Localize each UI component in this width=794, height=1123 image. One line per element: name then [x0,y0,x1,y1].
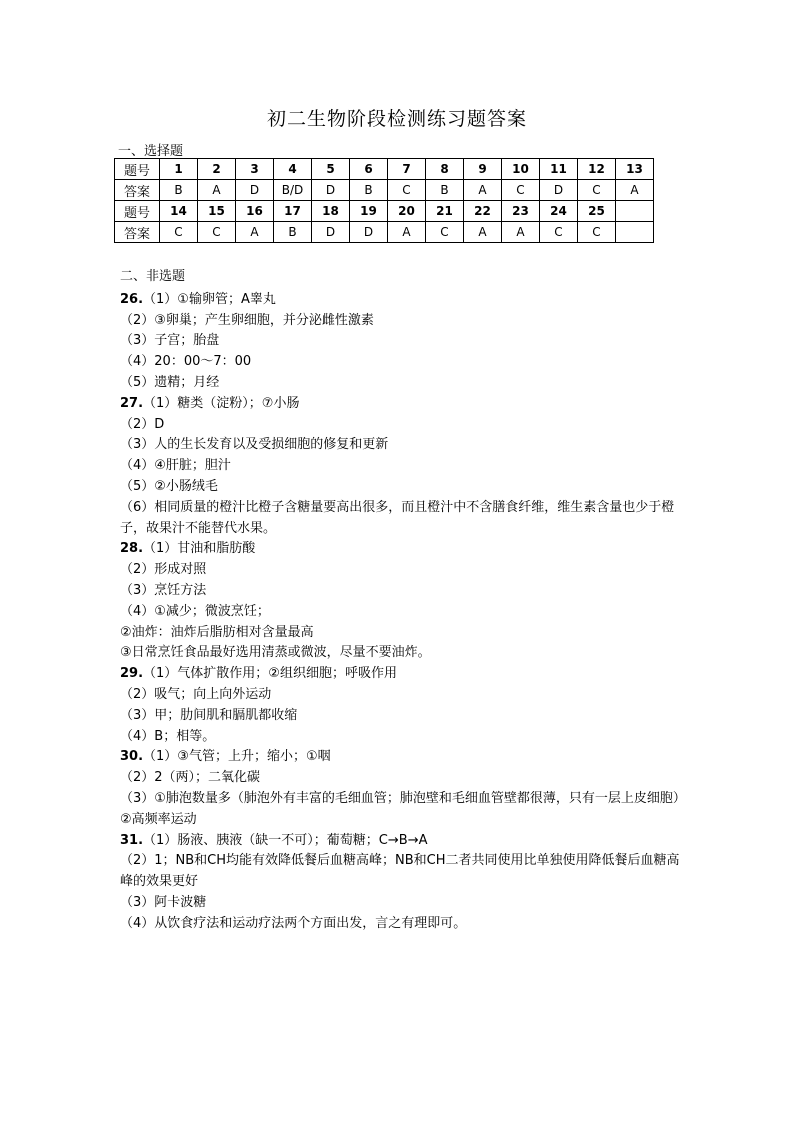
row-header: 答案 [115,222,160,243]
table-cell: 21 [426,201,464,222]
table-cell: 12 [578,159,616,180]
answer-line [120,331,680,352]
table-cell: 14 [160,201,198,222]
answer-text: ②高频率运动 [120,811,197,827]
answer-text: （1）气体扩散作用；②组织细胞；呼吸作用 [143,666,397,682]
table-cell: 15 [198,201,236,222]
table-cell: C [578,222,616,243]
answer-text: （5）遗精；月经 [120,374,220,390]
answers-body [120,267,686,935]
table-cell: A [198,180,236,201]
table-cell: D [540,180,578,201]
answer-text: （4）20：00～7：00 [120,354,252,370]
answer-line [120,415,680,436]
answer-line [120,727,680,748]
question-number: 28. [120,541,144,557]
answer-line [120,456,680,477]
table-cell: A [236,222,274,243]
answer-text: ②油炸：油炸后脂肪相对含量最高 [120,624,314,640]
row-header: 答案 [115,180,160,201]
table-cell: 1 [160,159,198,180]
answer-text: （2）③卵巢；产生卵细胞，并分泌雌性激素 [120,312,374,328]
answer-line [120,581,680,602]
row-header: 题号 [115,201,160,222]
answer-text: （3）阿卡波糖 [120,894,207,910]
table-cell: B [426,180,464,201]
answer-line [120,685,680,706]
answer-text: （4）B；相等。 [120,728,216,744]
answer-text: （1）甘油和脂肪酸 [143,541,256,557]
answer-text: ③日常烹饪食品最好选用清蒸或微波，尽量不要油炸。 [120,645,431,661]
answer-line [120,643,680,664]
answer-text: （1）糖类（淀粉）；⑦小肠 [143,395,300,411]
question-number: 29. [120,666,144,682]
answer-text: （2）D [120,416,165,432]
answer-line [120,352,680,373]
page-title: 初二生物阶段检测练习题答案 [266,108,527,130]
answer-line [120,768,680,789]
table-cell: C [502,180,540,201]
table-cell: B/D [274,180,312,201]
answer-table [114,158,654,243]
table-cell: 8 [426,159,464,180]
table-cell: B [350,180,388,201]
answer-line [120,664,680,685]
answer-text: （3）①肺泡数量多（肺泡外有丰富的毛细血管；肺泡壁和毛细血管壁都很薄，只有一层上皮细胞） [120,790,686,806]
answer-line [120,602,680,623]
table-cell: C [198,222,236,243]
table-cell: A [388,222,426,243]
table-cell: D [236,180,274,201]
table-cell: 17 [274,201,312,222]
table-cell: 20 [388,201,426,222]
table-cell: A [464,180,502,201]
table-cell: D [312,180,350,201]
answer-text: （4）④肝脏；胆汁 [120,458,231,474]
table-row [115,201,654,222]
answer-text: （3）烹饪方法 [120,582,207,598]
answer-line [120,435,680,456]
table-row [115,159,654,180]
table-cell: 7 [388,159,426,180]
question-number: 27. [120,395,144,411]
table-cell: D [312,222,350,243]
answer-text: （3）甲；肋间肌和膈肌都收缩 [120,707,298,723]
answer-text: （5）②小肠绒毛 [120,478,218,494]
table-row [115,180,654,201]
answer-line [120,914,680,935]
table-cell: 16 [236,201,274,222]
answer-line [120,290,680,311]
table-cell: 5 [312,159,350,180]
table-cell: B [160,180,198,201]
question-number: 26. [120,291,144,307]
answer-text: （3）人的生长发育以及受损细胞的修复和更新 [120,437,389,453]
answer-line [120,706,680,727]
answer-line [120,789,686,810]
answer-line [120,539,680,560]
answer-text: （6）相同质量的橙汁比橙子含糖量要高出很多，而且橙汁中不含膳食纤维，维生素含量也少于橙子，故果汁不能替代水果。 [120,499,675,536]
answer-line [120,851,680,893]
table-cell [616,201,654,222]
table-cell: 13 [616,159,654,180]
table-cell: 9 [464,159,502,180]
answer-line [120,747,680,768]
table-cell: C [160,222,198,243]
answer-line [120,893,680,914]
answer-text: （4）从饮食疗法和运动疗法两个方面出发，言之有理即可。 [120,915,467,931]
answer-lines [120,290,686,935]
answer-text: （1）③气管；上升；缩小；①咽 [143,749,331,765]
answer-text: （2）形成对照 [120,562,207,578]
question-number: 31. [120,832,144,848]
table-cell: D [350,222,388,243]
table-cell: 3 [236,159,274,180]
table-cell: 22 [464,201,502,222]
table-cell: A [502,222,540,243]
table-cell: C [426,222,464,243]
table-cell: 23 [502,201,540,222]
table-cell: C [388,180,426,201]
answer-text: （2）吸气；向上向外运动 [120,686,272,702]
table-cell: 2 [198,159,236,180]
table-cell: 19 [350,201,388,222]
section-heading-choice: 一、选择题 [118,144,184,159]
answer-line [120,810,680,831]
question-number: 30. [120,749,144,765]
answer-line [120,623,680,644]
table-cell: C [540,222,578,243]
table-cell [616,222,654,243]
table-row [115,222,654,243]
table-cell: 25 [578,201,616,222]
section-heading-nonchoice: 二、非选题 [120,269,186,284]
answer-line [120,477,680,498]
table-cell: 4 [274,159,312,180]
answer-text: （4）①减少；微波烹饪； [120,603,270,619]
table-cell: B [274,222,312,243]
answer-text: （1）①输卵管；A睾丸 [143,291,276,307]
answer-line [120,831,680,852]
answer-line [120,311,680,332]
answer-line [120,498,680,540]
table-cell: 18 [312,201,350,222]
table-cell: 11 [540,159,578,180]
table-cell: A [464,222,502,243]
table-cell: 10 [502,159,540,180]
answer-text: （2）2（两）；二氧化碳 [120,770,261,786]
table-cell: C [578,180,616,201]
row-header: 题号 [115,159,160,180]
answer-text: （1）肠液、胰液（缺一不可）；葡萄糖；C→B→A [143,832,428,848]
table-cell: 24 [540,201,578,222]
table-cell: A [616,180,654,201]
answer-line [120,394,680,415]
table-cell: 6 [350,159,388,180]
answer-text: （2）1；NB和CH均能有效降低餐后血糖高峰；NB和CH二者共同使用比单独使用降低餐后血糖高峰的效果更好 [120,853,680,890]
answer-line [120,560,680,581]
answer-line [120,373,680,394]
answer-text: （3）子宫；胎盘 [120,333,220,349]
